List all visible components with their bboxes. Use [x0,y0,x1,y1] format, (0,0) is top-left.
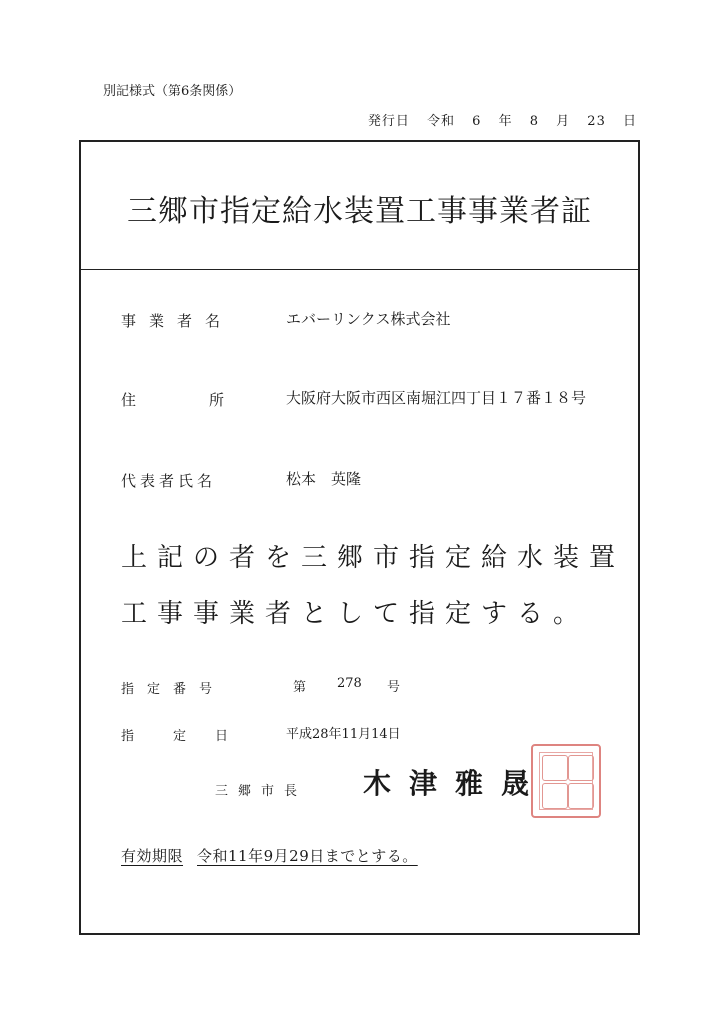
official-seal [531,744,601,818]
designation-date-label-1: 指 [121,729,135,744]
issue-date-label: 発行日 [367,114,410,129]
designation-number: 278 [337,676,362,691]
certificate-frame [79,140,640,935]
issue-date-month-unit: 月 [556,114,571,129]
issue-date-era: 令和 [426,114,455,129]
validity-value: 令和11年9月29日までとする。 [197,847,418,865]
issue-date-month: 8 [529,114,539,129]
representative-value: 松本 英隆 [286,470,362,488]
issue-date [368,110,637,129]
issue-date-year: 6 [472,114,482,129]
issue-date-day: 23 [587,114,606,129]
address-value: 大阪府大阪市西区南堀江四丁目１７番１８号 [286,389,587,407]
validity-period [121,845,418,866]
designation-date-label-3: 日 [215,729,229,744]
designation-statement [121,530,625,642]
issue-date-day-unit: 日 [622,114,637,129]
issue-date-year-unit: 年 [498,114,513,129]
address-label-1: 住 [121,391,137,409]
form-reference: 別記様式（第6条関係） [103,84,242,99]
mayor-name: 木津雅晟 [363,767,548,800]
validity-label: 有効期限 [121,847,184,865]
mayor-title: 三郷市長 [215,784,308,799]
business-name-value: エバーリンクス株式会社 [286,310,451,328]
business-name-label: 事業者名 [121,312,234,330]
designation-number-label: 指定番号 [121,682,226,697]
title-divider [81,269,638,270]
designation-date-label-2: 定 [173,729,187,744]
designation-number-suffix: 号 [387,680,401,695]
designation-number-prefix: 第 [293,680,307,695]
representative-label: 代表者氏名 [121,472,217,490]
designation-date-value: 平成28年11月14日 [286,727,401,742]
certificate-title: 三郷市指定給水装置工事事業者証 [127,194,592,229]
statement-line-1: 上記の者を三郷市指定給水装置 [121,543,626,573]
address-label-2: 所 [209,391,225,409]
statement-line-2: 工事事業者として指定する。 [121,599,590,629]
